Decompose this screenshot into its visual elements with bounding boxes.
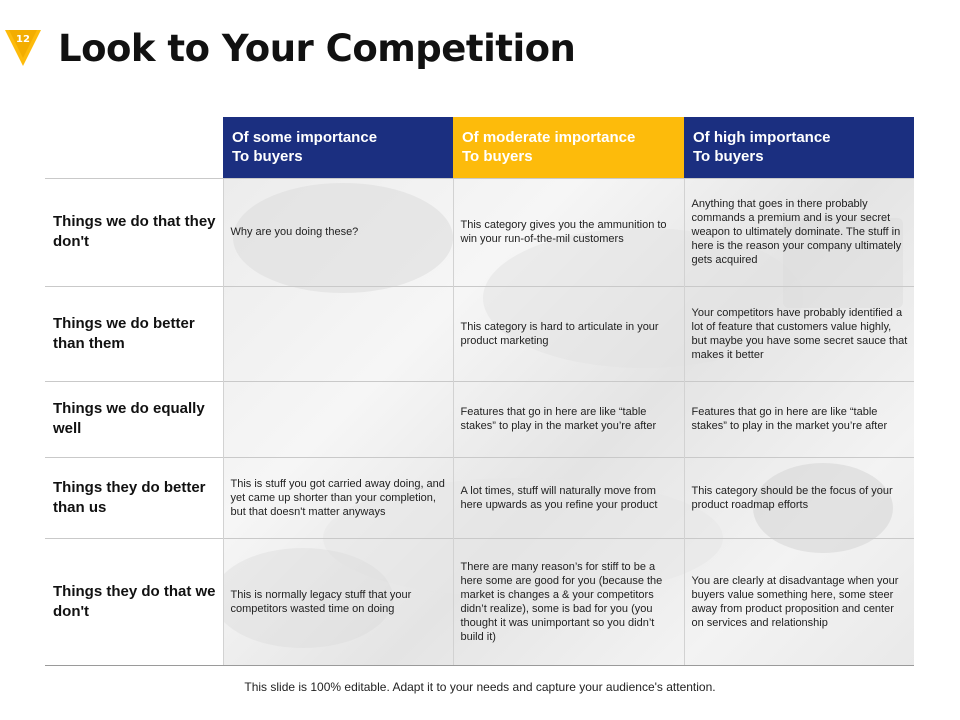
- table-cell: There are many reason’s for stiff to be a here some are good for you (because the market is changes a & your competitors didn’t realize), some is bad for you (you thought it was unimportant so you didn’t build it): [453, 538, 684, 665]
- table-cell: This category should be the focus of your product roadmap efforts: [684, 457, 914, 538]
- column-header-high: Of high importance To buyers: [684, 117, 914, 178]
- slide-number: 12: [16, 34, 30, 45]
- table-cell: This category is hard to articulate in your product marketing: [453, 286, 684, 381]
- table-cell: Anything that goes in there probably commands a premium and is your secret weapon to ultimately dominate. The stuff in here is the reason your company ultimately gets acquired: [684, 178, 914, 286]
- column-header-some: Of some importance To buyers: [223, 117, 453, 178]
- row-label: Things they do that we don't: [45, 538, 223, 665]
- row-label: Things they do better than us: [45, 457, 223, 538]
- table-row: [45, 178, 914, 286]
- table-cell: Features that go in here are like “table stakes” to play in the market you’re after: [684, 381, 914, 457]
- matrix-table: [45, 117, 914, 666]
- table-cell: You are clearly at disadvantage when your buyers value something here, some steer away from product proposition and center on services and relationship: [684, 538, 914, 665]
- slide-title: Look to Your Competition: [58, 27, 576, 70]
- table-cell: [223, 381, 453, 457]
- row-label: Things we do better than them: [45, 286, 223, 381]
- table-cell: This is normally legacy stuff that your competitors wasted time on doing: [223, 538, 453, 665]
- footer-note: This slide is 100% editable. Adapt it to your needs and capture your audience's attention.: [244, 680, 716, 694]
- table-row: [45, 381, 914, 457]
- column-header-moderate: Of moderate importance To buyers: [453, 117, 684, 178]
- row-label: Things we do that they don't: [45, 178, 223, 286]
- slide-number-badge: [4, 28, 42, 68]
- table-cell: A lot times, stuff will naturally move from here upwards as you refine your product: [453, 457, 684, 538]
- competition-matrix: [45, 117, 914, 666]
- table-cell: This category gives you the ammunition to win your run-of-the-mil customers: [453, 178, 684, 286]
- table-row: [45, 538, 914, 665]
- table-cell: Why are you doing these?: [223, 178, 453, 286]
- table-row: [45, 286, 914, 381]
- table-cell: [223, 286, 453, 381]
- table-cell: Your competitors have probably identified a lot of feature that customers value highly, but maybe you have some secret sauce that makes it better: [684, 286, 914, 381]
- table-cell: This is stuff you got carried away doing, and yet came up shorter than your completion, but that doesn't matter anyways: [223, 457, 453, 538]
- table-row: [45, 457, 914, 538]
- table-cell: Features that go in here are like “table stakes” to play in the market you’re after: [453, 381, 684, 457]
- row-label: Things we do equally well: [45, 381, 223, 457]
- corner-cell: [45, 117, 223, 178]
